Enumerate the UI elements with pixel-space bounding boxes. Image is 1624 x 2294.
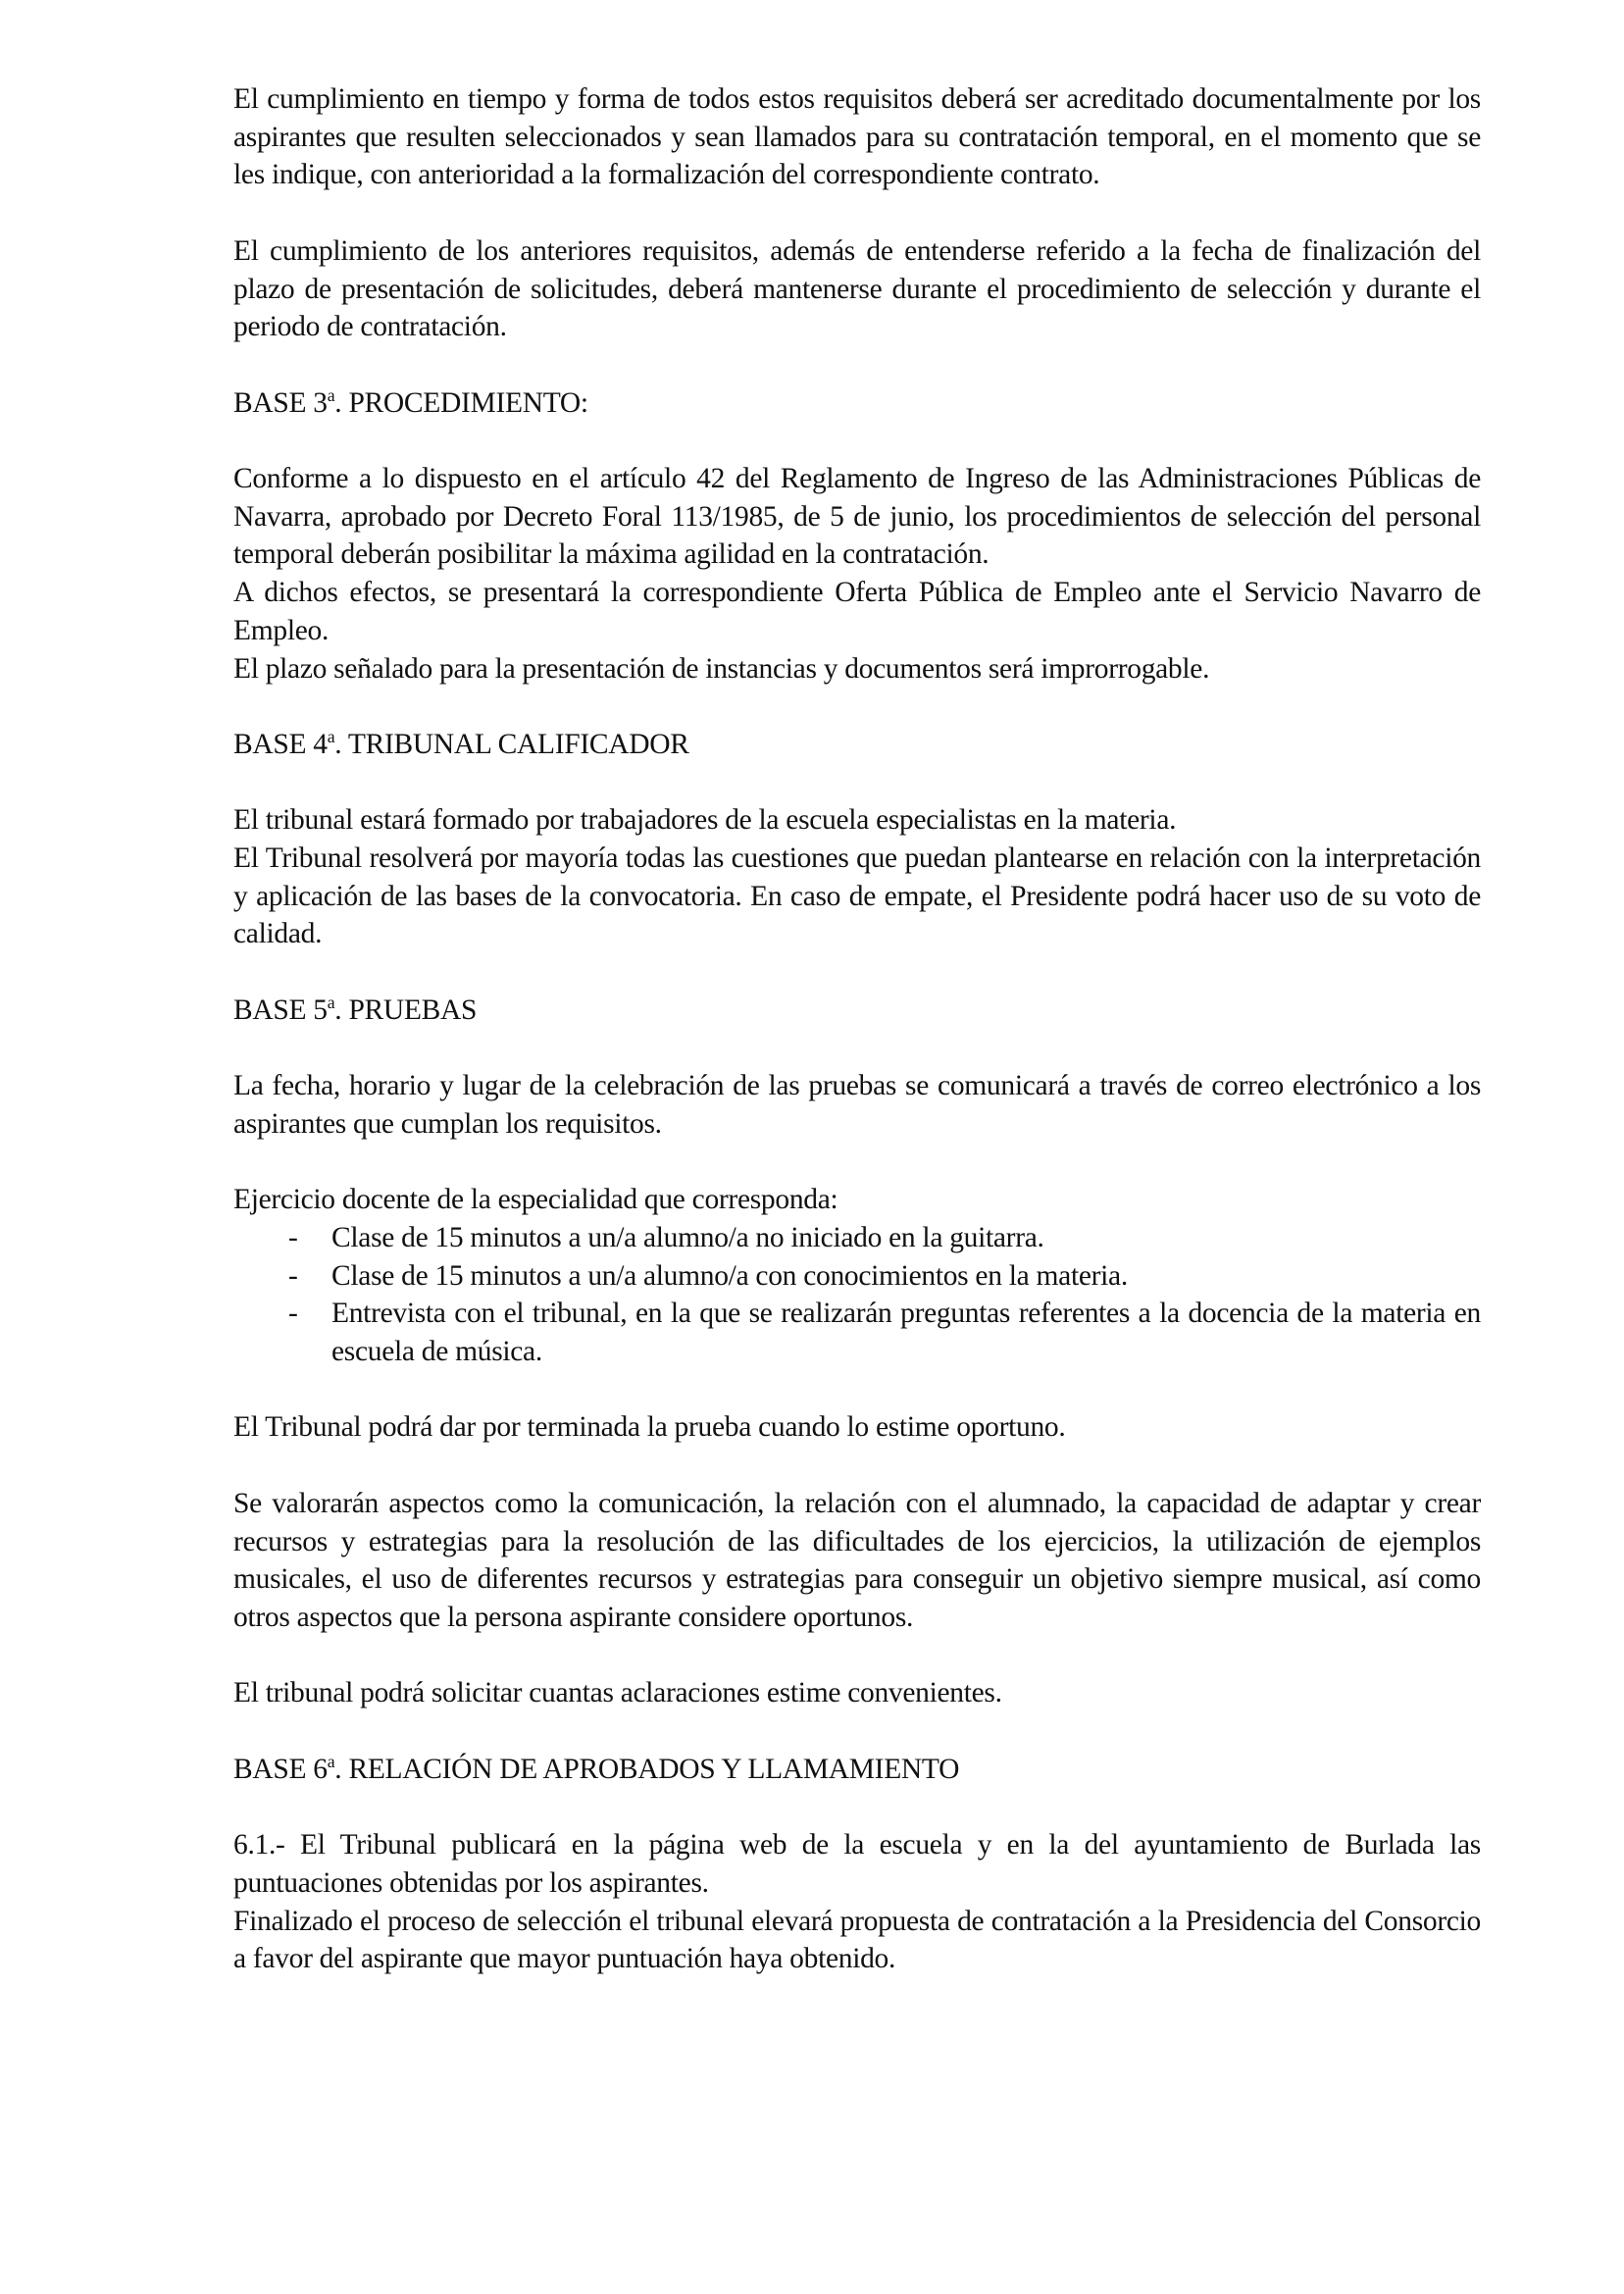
paragraph-requirements-accreditation: El cumplimiento en tiempo y forma de todos estos requisitos deberá ser acreditado documentalmente por los aspirantes que resulten seleccionados y sean llamados para su contratación temporal, en el momento que se les indique, con anterioridad a la formalización del correspondiente contrato. — [233, 83, 1481, 191]
heading-base-5-prefix: BASE 5 — [233, 994, 328, 1026]
list-item — [233, 1257, 1481, 1296]
paragraph-results-publication: 6.1.- El Tribunal publicará en la página web de la escuela y en la del ayuntamiento de Burlada las puntuaciones obtenidas por los aspirantes. — [233, 1829, 1481, 1899]
list-item-text: Entrevista con el tribunal, en la que se realizarán preguntas referentes a la docencia de la materia en escuela de música. — [331, 1298, 1481, 1368]
bullet-dash-icon: - — [288, 1298, 298, 1330]
heading-base-5-ordinal: a — [327, 992, 335, 1012]
paragraph-deadline: El plazo señalado para la presentación de instancias y documentos será improrrogable. — [233, 652, 1210, 685]
list-item-text: Clase de 15 minutos a un/a alumno/a con conocimientos en la materia. — [331, 1259, 1128, 1292]
heading-base-3 — [233, 384, 1481, 423]
heading-base-6-title: . RELACIÓN DE APROBADOS Y LLAMAMIENTO — [334, 1753, 960, 1785]
paragraph-employment-offer: A dichos efectos, se presentará la correspondiente Oferta Pública de Empleo ante el Servicio Navarro de Empleo. — [233, 577, 1481, 646]
list-item-text: Clase de 15 minutos a un/a alumno/a no iniciado en la guitarra. — [331, 1221, 1044, 1253]
heading-base-4 — [233, 726, 1481, 764]
heading-base-6-prefix: BASE 6 — [233, 1753, 328, 1785]
heading-base-4-title: . TRIBUNAL CALIFICADOR — [334, 728, 689, 760]
document-page — [233, 80, 1481, 2016]
paragraph-test-notification: La fecha, horario y lugar de la celebración de las pruebas se comunicará a través de correo electrónico a los aspirantes que cumplan los requisitos. — [233, 1070, 1481, 1140]
list-item — [233, 1295, 1481, 1370]
paragraph-test-termination: El Tribunal podrá dar por terminada la prueba cuando lo estime oportuno. — [233, 1411, 1066, 1444]
heading-base-5-title: . PRUEBAS — [334, 994, 478, 1026]
bullet-dash-icon: - — [288, 1259, 298, 1292]
heading-base-4-ordinal: a — [327, 727, 335, 747]
heading-base-3-prefix: BASE 3 — [233, 386, 328, 419]
heading-base-4-prefix: BASE 4 — [233, 728, 328, 760]
paragraph-tribunal-resolution: El Tribunal resolverá por mayoría todas las cuestiones que puedan plantearse en relación con la interpretación y aplicación de las bases de la convocatoria. En caso de empate, el Presidente podrá hacer uso de su voto de calidad. — [233, 841, 1481, 950]
paragraph-clarifications: El tribunal podrá solicitar cuantas aclaraciones estime convenientes. — [233, 1677, 1002, 1709]
heading-base-5 — [233, 992, 1481, 1030]
paragraph-evaluation-criteria: Se valorarán aspectos como la comunicación, la relación con el alumnado, la capacidad de adaptar y crear recursos y estrategias para la resolución de las dificultades de los ejercicios, la utilización de ejemplos musicales, el uso de diferentes recursos y estrategias para conseguir un objetivo siempre musical, así como otros aspectos que la persona aspirante considere oportunos. — [233, 1487, 1481, 1633]
paragraph-requirements-maintenance: El cumplimiento de los anteriores requisitos, además de entenderse referido a la fecha de finalización del plazo de presentación de solicitudes, deberá mantenerse durante el procedimiento de selección y durante el periodo de contratación. — [233, 234, 1481, 343]
paragraph-exercise-label: Ejercicio docente de la especialidad que corresponda: — [233, 1184, 838, 1216]
bullet-dash-icon: - — [288, 1221, 298, 1253]
section-base-4-body — [233, 801, 1481, 953]
heading-base-3-ordinal: a — [327, 384, 335, 405]
paragraph-procedure-regulation: Conforme a lo dispuesto en el artículo 42 del Reglamento de Ingreso de las Administraciones Públicas de Navarra, aprobado por Decreto Foral 113/1985, de 5 de junio, los procedimientos de selección del personal temporal deberán posibilitar la máxima agilidad en la contratación. — [233, 462, 1481, 571]
section-base-6-body — [233, 1826, 1481, 1978]
paragraph-hiring-proposal: Finalizado el proceso de selección el tribunal elevará propuesta de contratación a la Presidencia del Consorcio a favor del aspirante que mayor puntuación haya obtenido. — [233, 1905, 1481, 1975]
heading-base-3-title: . PROCEDIMIENTO: — [334, 386, 588, 419]
paragraph-tribunal-composition: El tribunal estará formado por trabajadores de la escuela especialistas en la materia. — [233, 804, 1177, 837]
list-item — [233, 1219, 1481, 1257]
heading-base-6 — [233, 1751, 1481, 1789]
heading-base-6-ordinal: a — [327, 1751, 335, 1771]
section-base-3-body — [233, 460, 1481, 688]
exercise-list — [233, 1219, 1481, 1371]
